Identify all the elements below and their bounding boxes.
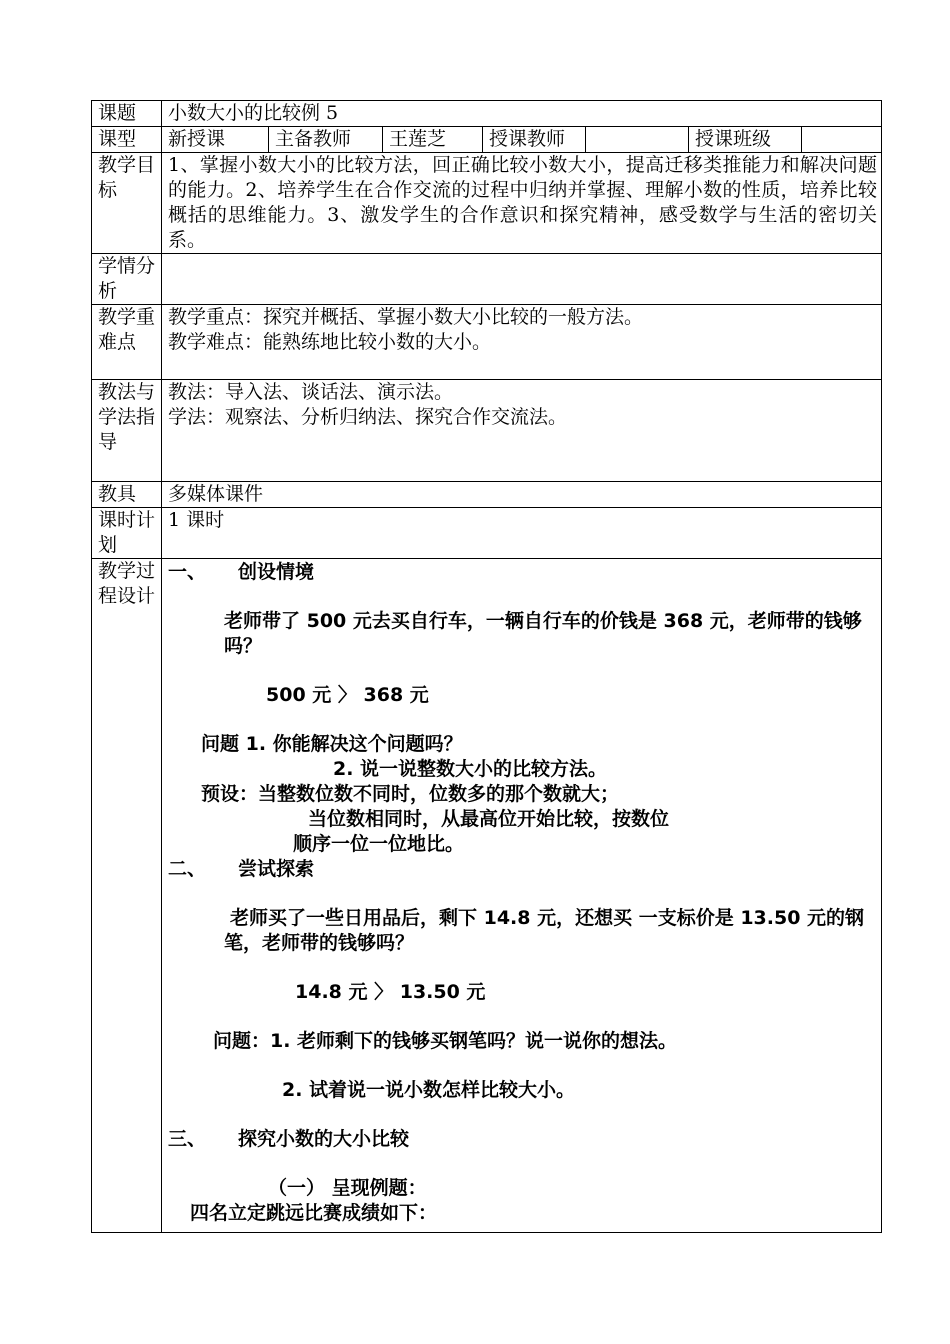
section-2-problem: 老师买了一些日用品后，剩下 14.8 元，还想买 一支标价是 13.50 元的钢笔，老师带的钱够吗？ [224, 907, 865, 954]
row-goals [92, 153, 882, 254]
key-point-difficulty: 教学难点：能熟练地比较小数的大小。 [168, 331, 492, 353]
tools-value: 多媒体课件 [162, 482, 882, 508]
analysis-value [162, 254, 882, 305]
process-label: 教学过程设计 [92, 559, 162, 1233]
section-3-text: 四名立定跳远比赛成绩如下： [190, 1202, 438, 1224]
methods-cell [162, 380, 882, 482]
row-tools [92, 482, 882, 508]
row-key-points [92, 305, 882, 380]
analysis-label: 学情分析 [92, 254, 162, 305]
section-3-subheading: （一） 呈现例题： [268, 1177, 427, 1199]
section-1-preset-3: 顺序一位一位地比。 [293, 833, 465, 855]
section-1-compare: 500 元 〉 368 元 [266, 684, 429, 706]
teacher-value [586, 127, 689, 153]
section-1-number: 一、 [168, 561, 207, 583]
row-schedule [92, 508, 882, 559]
lesson-plan-table [91, 100, 882, 1233]
goals-cell [162, 153, 882, 254]
key-points-cell [162, 305, 882, 380]
row-process [92, 559, 882, 1233]
teaching-methods: 教法：导入法、谈话法、演示法。 [168, 381, 454, 403]
row-methods [92, 380, 882, 482]
section-2-question-2: 2. 试着说一说小数怎样比较大小。 [282, 1079, 576, 1101]
goals-text: 1、掌握小数大小的比较方法，回正确比较小数大小，提高迁移类推能力和解决问题的能力。2、培养学生在合作交流的过程中归纳并掌握、理解小数的性质，培养比较概括的思维能力。3、激发学生的合作意识和探究精神，感受数学与生活的密切关系。 [168, 154, 878, 251]
topic-label: 课题 [92, 101, 162, 127]
section-3-heading [168, 1127, 877, 1152]
tools-label: 教具 [92, 482, 162, 508]
class-label: 授课班级 [689, 127, 802, 153]
class-value [802, 127, 882, 153]
section-1-title: 创设情境 [238, 561, 315, 583]
teacher-label: 授课教师 [483, 127, 586, 153]
key-point-focus: 教学重点：探究并概括、掌握小数大小比较的一般方法。 [168, 306, 644, 328]
methods-label: 教法与学法指导 [92, 380, 162, 482]
lead-teacher-label: 主备教师 [269, 127, 383, 153]
section-3-number: 三、 [168, 1128, 207, 1150]
schedule-label: 课时计划 [92, 508, 162, 559]
section-2-heading [168, 857, 877, 882]
key-points-label: 教学重难点 [92, 305, 162, 380]
section-2-title: 尝试探索 [238, 858, 315, 880]
type-label: 课型 [92, 127, 162, 153]
learning-methods: 学法：观察法、分析归纳法、探究合作交流法。 [168, 406, 568, 428]
schedule-value: 1 课时 [162, 508, 882, 559]
process-cell [162, 559, 882, 1233]
section-1-heading [168, 559, 877, 585]
row-type [92, 127, 882, 153]
type-value: 新授课 [162, 127, 269, 153]
row-topic [92, 101, 882, 127]
section-2-question-1: 问题：1. 老师剩下的钱够买钢笔吗？说一说你的想法。 [213, 1030, 678, 1052]
section-3-title: 探究小数的大小比较 [238, 1128, 410, 1150]
lead-teacher-value: 王莲芝 [383, 127, 483, 153]
section-1-question-1: 问题 1. 你能解决这个问题吗？ [201, 733, 463, 755]
section-1-preset-1: 预设：当整数位数不同时，位数多的那个数就大； [201, 783, 620, 805]
section-1-problem: 老师带了 500 元去买自行车，一辆自行车的价钱是 368 元，老师带的钱够吗？ [224, 610, 862, 657]
row-analysis [92, 254, 882, 305]
section-1-preset-2: 当位数相同时，从最高位开始比较，按数位 [308, 808, 670, 830]
topic-value: 小数大小的比较例 5 [162, 101, 882, 127]
section-1-question-2: 2. 说一说整数大小的比较方法。 [333, 758, 608, 780]
section-2-number: 二、 [168, 858, 207, 880]
section-2-compare: 14.8 元 〉 13.50 元 [295, 981, 486, 1003]
goals-label: 教学目标 [92, 153, 162, 254]
